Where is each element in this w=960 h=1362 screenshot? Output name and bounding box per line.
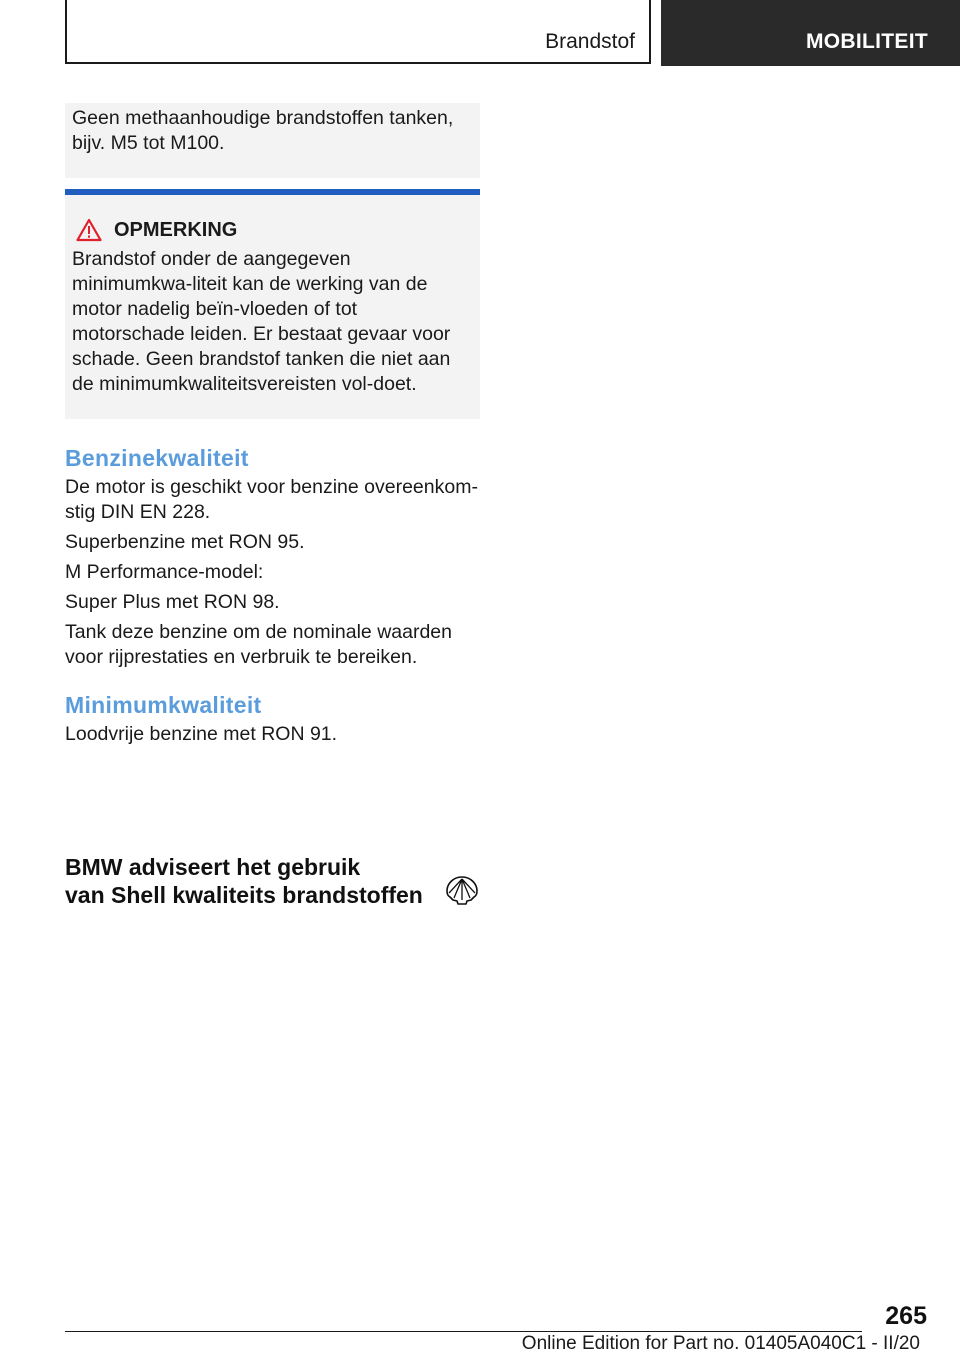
section-tab bbox=[661, 0, 960, 66]
warning-triangle-icon bbox=[76, 218, 102, 242]
content-column bbox=[65, 103, 480, 747]
minimum-heading: Minimumkwaliteit bbox=[65, 692, 262, 718]
warning-box bbox=[65, 189, 480, 419]
section-title: MOBILITEIT bbox=[806, 30, 928, 53]
benzine-paragraph: De motor is geschikt voor benzine overeenkom-stig DIN EN 228. bbox=[65, 476, 478, 523]
shell-ad-line-2: van Shell kwaliteits brandstoffen bbox=[65, 882, 423, 908]
page-header bbox=[65, 0, 960, 66]
note-text: Geen methaanhoudige brandstoffen tanken, bijv. M5 tot M100. bbox=[72, 107, 454, 154]
benzine-section bbox=[65, 445, 480, 670]
chapter-title: Brandstof bbox=[545, 30, 635, 53]
shell-advertisement bbox=[65, 853, 485, 913]
footer-divider bbox=[65, 1331, 862, 1332]
shell-ad-line-1: BMW adviseert het gebruik bbox=[65, 854, 361, 880]
warning-header bbox=[72, 217, 472, 243]
minimum-section bbox=[65, 692, 480, 747]
warning-title: OPMERKING bbox=[114, 218, 238, 241]
warning-text: Brandstof onder de aangegeven minimumkwa-liteit kan de werking van de motor nadelig beïn-vloeden of tot motorschade leiden. Er bestaat gevaar voor schade. Geen brandstof tanken die niet aan de minimumkwaliteitsvereisten vol-doet. bbox=[72, 248, 451, 395]
benzine-paragraph: Tank deze benzine om de nominale waarden voor rijprestaties en verbruik te bereiken. bbox=[65, 621, 453, 668]
chapter-tab bbox=[65, 0, 651, 64]
minimum-paragraph: Loodvrije benzine met RON 91. bbox=[65, 723, 338, 745]
note-box bbox=[65, 103, 480, 178]
shell-logo-icon bbox=[445, 875, 479, 905]
page-number: 265 bbox=[885, 1302, 927, 1330]
benzine-heading: Benzinekwaliteit bbox=[65, 445, 249, 471]
edition-footer: Online Edition for Part no. 01405A040C1 - II/20 bbox=[521, 1333, 920, 1354]
benzine-paragraph: Super Plus met RON 98. bbox=[65, 591, 280, 613]
benzine-paragraph: Superbenzine met RON 95. bbox=[65, 531, 305, 553]
benzine-paragraph: M Performance-model: bbox=[65, 561, 264, 583]
